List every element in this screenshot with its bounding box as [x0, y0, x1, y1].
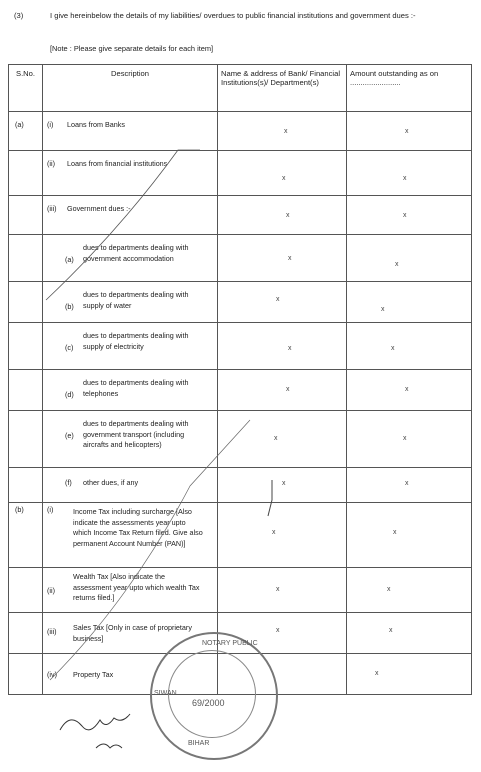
cross-mark: x — [405, 480, 409, 487]
row-desc: dues to departments dealing with supply of electricity — [83, 331, 189, 351]
cross-mark: x — [286, 212, 290, 219]
notary-stamp-inner-ring — [168, 650, 256, 738]
stamp-number: 69/2000 — [192, 698, 225, 708]
cross-mark: x — [276, 296, 280, 303]
header-amount: Amount outstanding as on ........................ — [347, 65, 472, 112]
row-sub: (e) — [65, 431, 74, 440]
row-sub: (f) — [65, 478, 72, 487]
row-sub: (ii) — [47, 586, 55, 595]
cross-mark: x — [288, 255, 292, 262]
cross-mark: x — [276, 586, 280, 593]
intro-text: I give hereinbelow the details of my liabilities/ overdues to public financial institutions and government dues :- — [50, 11, 416, 20]
cross-mark: x — [405, 386, 409, 393]
row-desc: dues to departments dealing with telephones — [83, 378, 189, 398]
row-desc: dues to departments dealing with supply of water — [83, 290, 189, 310]
cross-mark: x — [274, 435, 278, 442]
row-desc: Wealth Tax [Also indicate the assessment year upto which wealth Tax returns filed.] — [73, 572, 200, 602]
row-sub: (ii) — [47, 159, 55, 168]
stamp-bottom-text: BIHAR — [188, 740, 210, 747]
row-sub: (b) — [65, 302, 74, 311]
cross-mark: x — [375, 670, 379, 677]
row-sub: (c) — [65, 343, 74, 352]
cross-mark: x — [395, 261, 399, 268]
row-desc: Income Tax including surcharge [Also indicate the assessments year upto which Income Tax Return filed. Give also permanent Account Number (PAN)] — [73, 507, 203, 548]
section-number: (3) — [14, 11, 24, 20]
row-sub: (i) — [47, 120, 54, 129]
header-bank: Name & address of Bank/ Financial Institutions(s)/ Department(s) — [218, 65, 347, 112]
cross-mark: x — [405, 128, 409, 135]
row-sub: (iii) — [47, 627, 57, 636]
cross-mark: x — [276, 627, 280, 634]
row-sub: (d) — [65, 390, 74, 399]
cross-mark: x — [389, 627, 393, 634]
row-desc: Loans from financial institutions — [67, 159, 168, 168]
cross-mark: x — [272, 529, 276, 536]
diagonal-strike-line — [46, 150, 200, 300]
row-sub: (iv) — [47, 670, 57, 679]
signature — [60, 714, 130, 730]
cross-mark: x — [403, 212, 407, 219]
row-sub: (i) — [47, 505, 54, 514]
row-sno: (a) — [15, 120, 24, 129]
cross-mark: x — [403, 175, 407, 182]
cross-mark: x — [286, 386, 290, 393]
cross-mark: x — [403, 435, 407, 442]
cross-mark: x — [387, 586, 391, 593]
row-sno: (b) — [15, 505, 24, 514]
cross-mark: x — [288, 345, 292, 352]
cross-mark: x — [282, 480, 286, 487]
row-desc: Loans from Banks — [67, 120, 125, 129]
stamp-top-text: NOTARY PUBLIC — [202, 640, 258, 647]
row-desc: other dues, if any — [83, 478, 139, 487]
header-description: Description — [43, 65, 218, 112]
cross-mark: x — [391, 345, 395, 352]
row-desc: Government dues :- — [67, 204, 131, 213]
row-desc: Sales Tax [Only in case of proprietary business] — [73, 623, 192, 643]
bank-column-stroke — [268, 480, 272, 516]
note-text: [Note : Please give separate details for each item] — [50, 44, 214, 53]
cross-mark: x — [282, 175, 286, 182]
cross-mark: x — [393, 529, 397, 536]
row-sub: (a) — [65, 255, 74, 264]
row-sub: (iii) — [47, 204, 57, 213]
cross-mark: x — [284, 128, 288, 135]
cross-mark: x — [381, 306, 385, 313]
stamp-left-text: SIWAN — [154, 690, 177, 697]
signature-date — [96, 744, 122, 748]
row-desc: dues to departments dealing with government accommodation — [83, 243, 189, 263]
row-desc: Property Tax — [73, 670, 114, 679]
row-desc: dues to departments dealing with government transport (including aircrafts and helicopters) — [83, 419, 189, 449]
header-sno: S.No. — [9, 65, 43, 112]
